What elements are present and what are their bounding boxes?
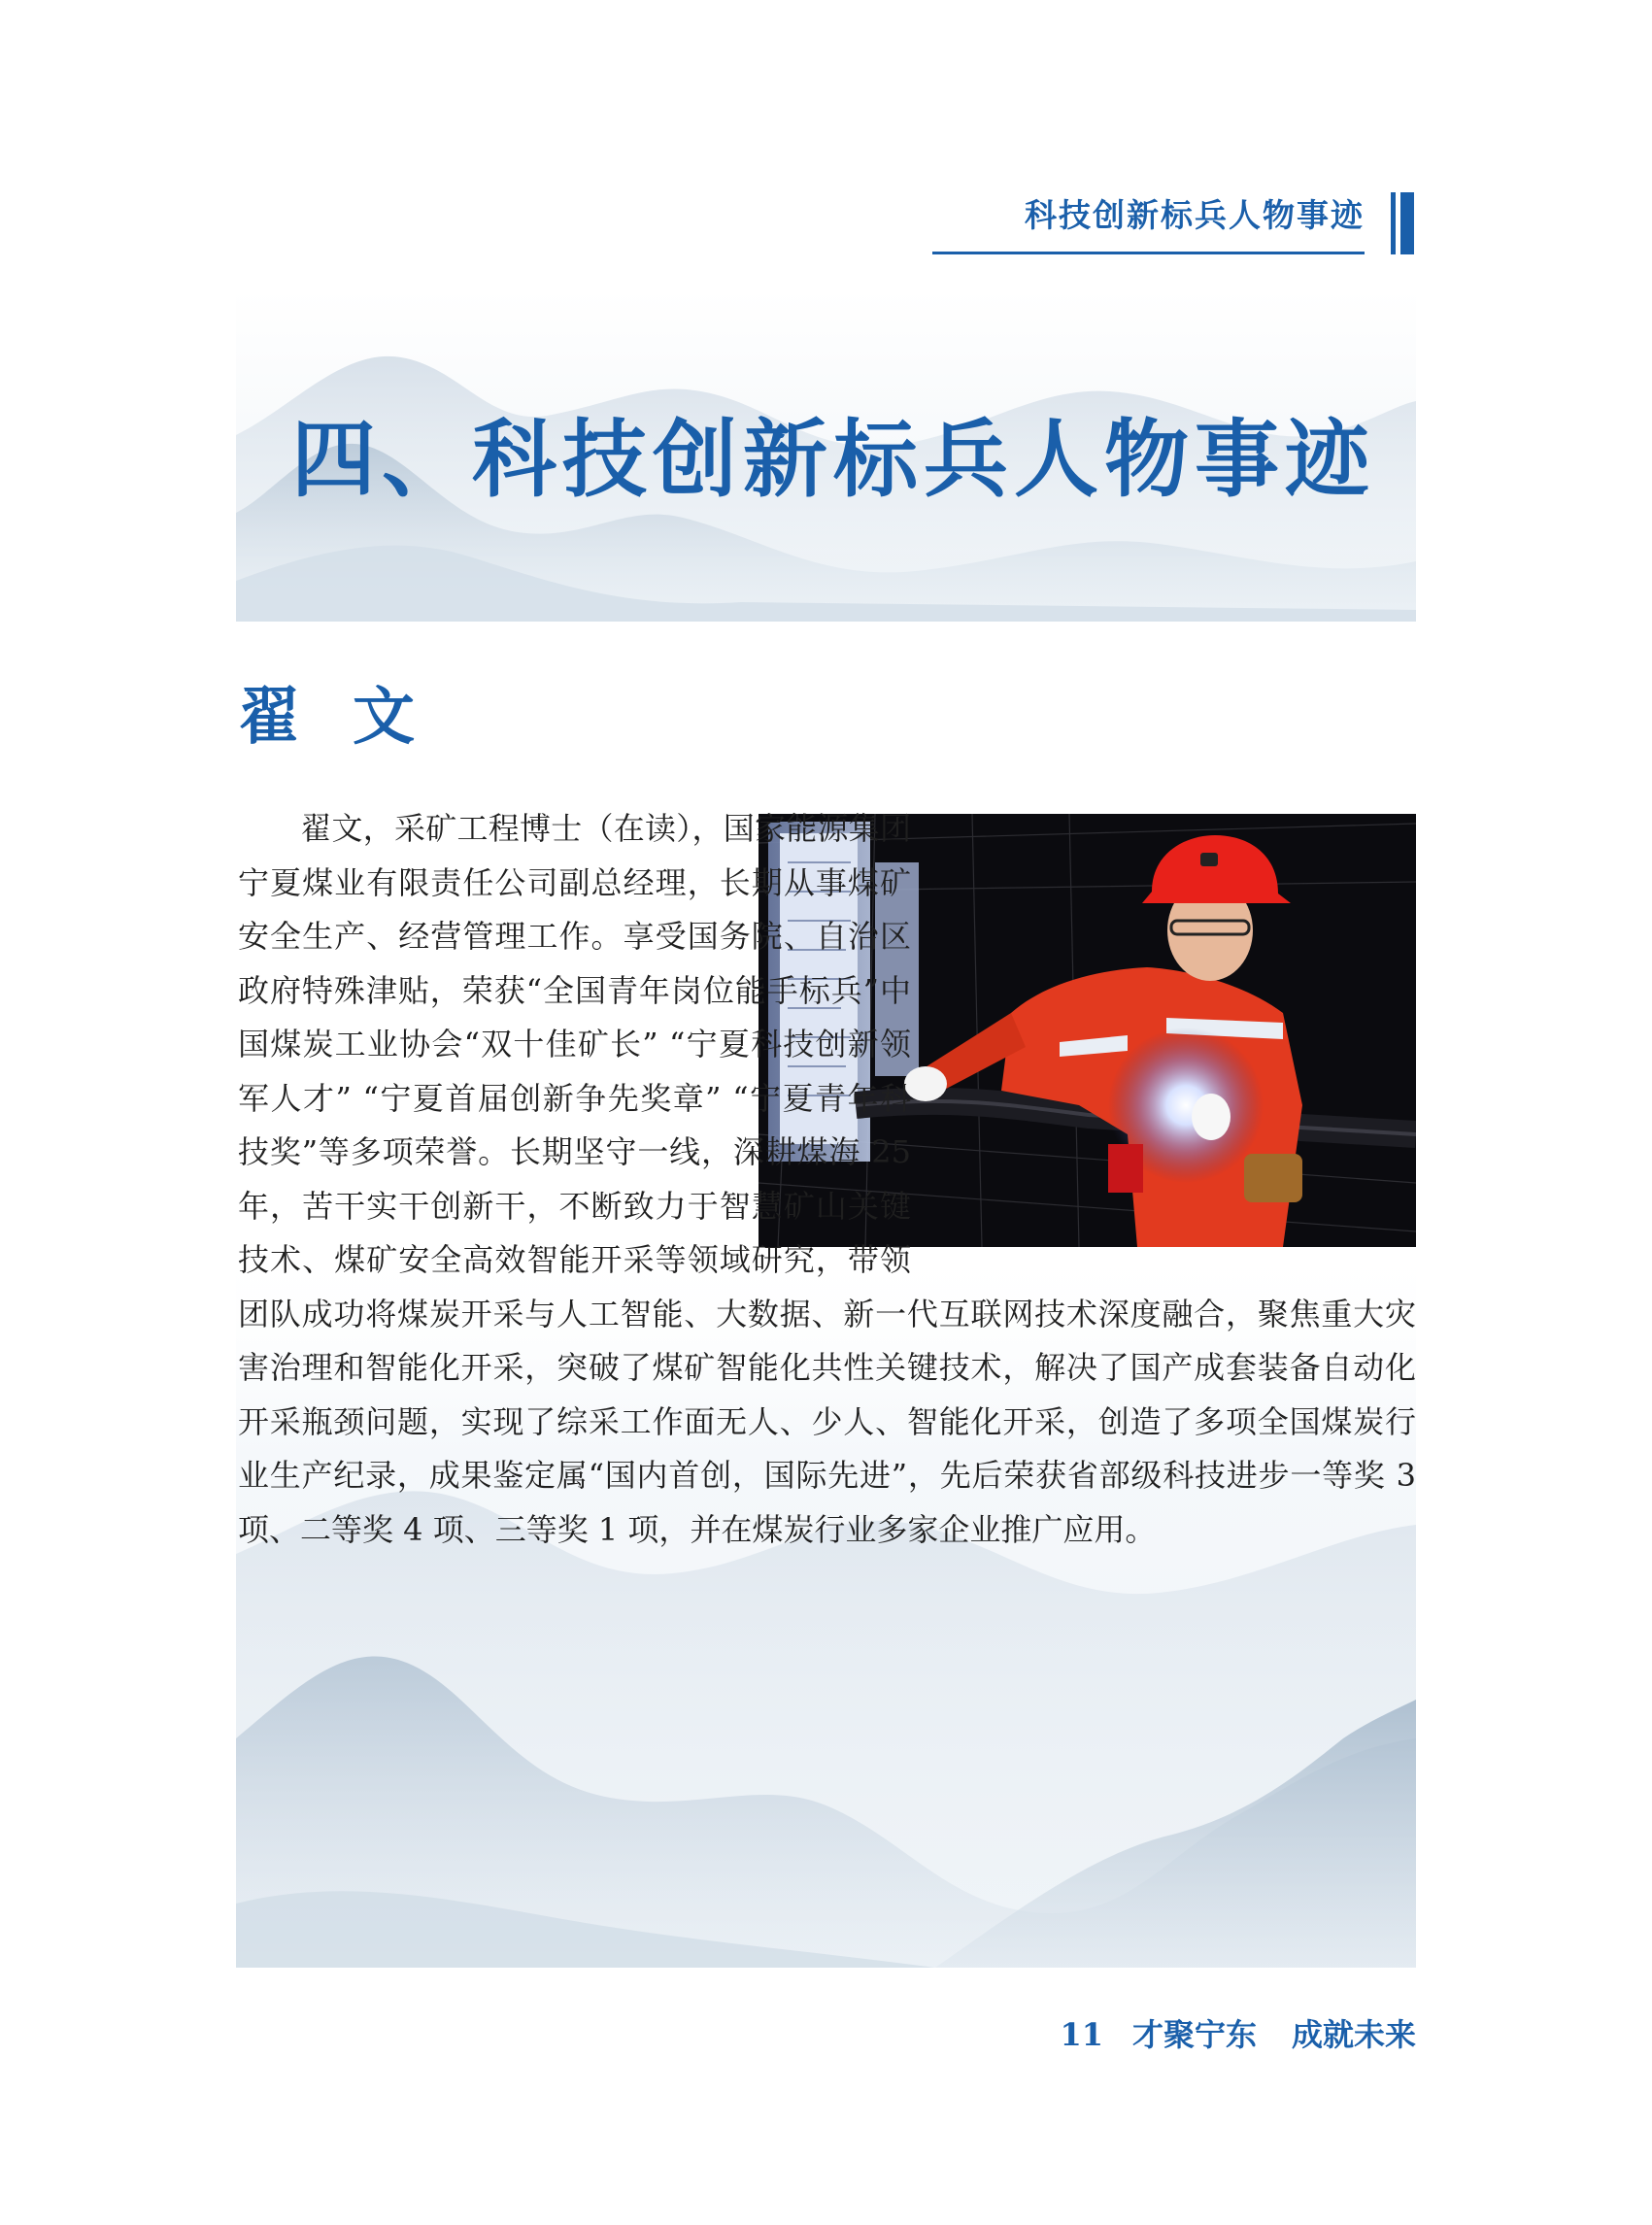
person-name: 翟文 [238,681,467,754]
biography-text [238,802,1416,1557]
footer-slogan-1: 才聚宁东 [1131,2016,1257,2053]
chapter-title: 四、科技创新标兵人物事迹 [291,410,1375,509]
page-number: 11 [1060,2016,1103,2053]
running-header: 科技创新标兵人物事迹 [1025,196,1365,234]
header-rule [932,252,1365,254]
header-bar-thin [1391,192,1396,254]
header-bar-thick [1400,192,1414,254]
photo-spacer [911,802,1416,1259]
footer-slogan-2: 成就未来 [1291,2016,1416,2053]
page-footer [1060,2010,1416,2055]
biography-content: 翟文，采矿工程博士（在读），国家能源集团宁夏煤业有限责任公司副总经理，长期从事煤矿安全生产、经营管理工作。享受国务院、自治区政府特殊津贴，荣获“全国青年岗位能手标兵”中国煤炭工业协会“双十佳矿长” “宁夏科技创新领军人才” “宁夏首届创新争先奖章” “宁夏青年科技奖”等多项荣誉。长期坚守一线，深耕煤海 25 年，苦干实干创新干，不断致力于智慧矿山关键技术、煤矿安全高效智能开采等领域研究，带领团队成功将煤炭开采与人工智能、大数据、新一代互联网技术深度融合，聚焦重大灾害治理和智能化开采，突破了煤矿智能化共性关键技术，解决了国产成套装备自动化开采瓶颈问题，实现了综采工作面无人、少人、智能化开采，创造了多项全国煤炭行业生产纪录，成果鉴定属“国内首创，国际先进”，先后荣获省部级科技进步一等奖 3 项、二等奖 4 项、三等奖 1 项，并在煤炭行业多家企业推广应用。 [238,810,1416,1548]
